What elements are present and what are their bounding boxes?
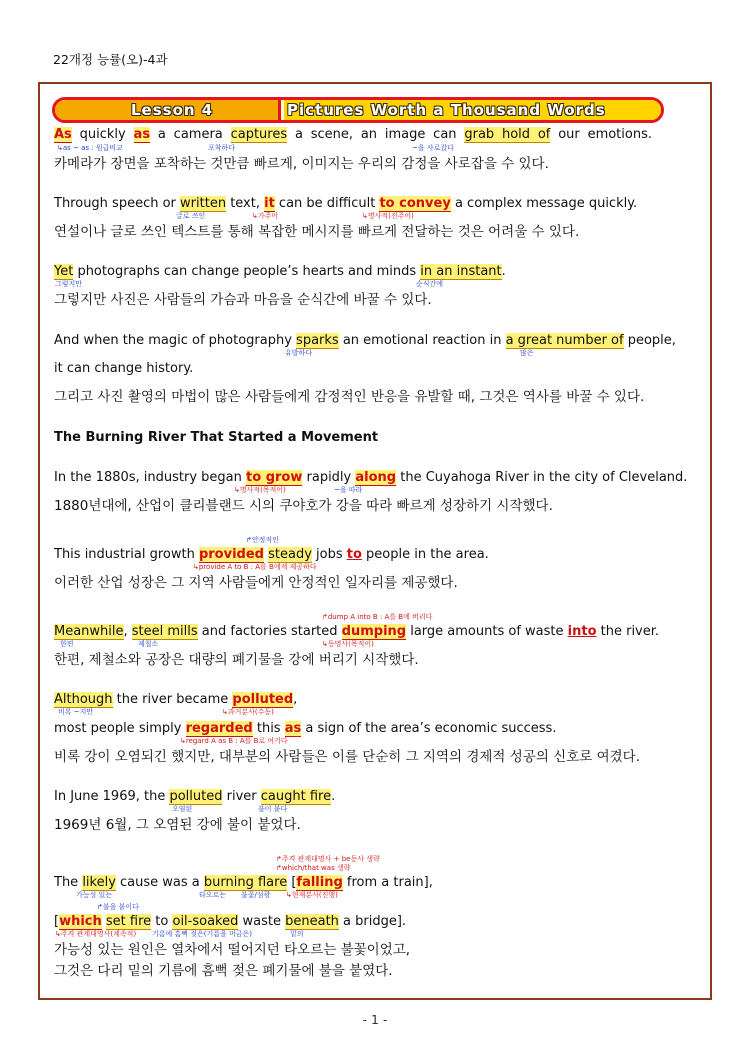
page-number: - 1 - (362, 1012, 388, 1027)
annotation: 유발하다 (285, 349, 313, 357)
annotation: ↱불을 붙이다 (97, 903, 139, 911)
annotation: 타오르는 (199, 891, 227, 899)
annotation: 한편 (60, 640, 74, 648)
p7-english: Meanwhile, steel mills and factories started dumping large amounts of waste into the river. (54, 624, 660, 639)
annotation: ↳주격 관계대명사(계속적) (55, 930, 137, 938)
annotation: 포착하다 (208, 144, 236, 152)
annotation: ↱dump A into B : A를 B에 버리다 (322, 613, 433, 621)
annotation: ↳regard A as B : A를 B로 여기다 (180, 737, 288, 745)
annotation: 가능성 있는 (76, 891, 113, 899)
annotation: ~을 따라 (334, 486, 363, 494)
p2-english: Through speech or written text, it can be difficult to convey a complex message quickly. (54, 196, 638, 211)
annotation: ~을 사로잡다 (412, 144, 454, 152)
p4-english-line2: it can change history. (54, 361, 194, 376)
annotation: 기름에 흠뻑 젖은(기름을 머금은) (152, 930, 253, 938)
annotation: 불꽃/섬광 (241, 891, 271, 899)
p10-english: The likely cause was a burning flare [falling from a train], (54, 875, 433, 890)
p7-korean: 한편, 제철소와 공장은 대량의 폐기물을 강에 버리기 시작했다. (54, 652, 419, 668)
annotation: 순식간에 (416, 280, 444, 288)
p5-korean: 1880년대에, 산업이 클리블랜드 시의 쿠야호가 강을 따라 빠르게 성장하기 시작했다. (54, 498, 553, 514)
p3-english: Yet photographs can change people’s hearts and minds in an instant. (54, 264, 506, 279)
p1-english: As quickly as a camera captures a scene, an image can grab hold of our emotions. (54, 127, 652, 142)
p4-english: And when the magic of photography sparks an emotional reaction in a great number of people, (54, 333, 676, 348)
lesson-label: Lesson 4 (131, 101, 214, 119)
annotation: ↳과거분사(수동) (222, 708, 274, 716)
p10-korean-line2: 그것은 다리 밑의 기름에 흠뻑 젖은 폐기물에 불을 붙였다. (54, 963, 393, 979)
p3-korean: 그렇지만 사진은 사람들의 가슴과 마음을 순식간에 바꿀 수 있다. (54, 292, 432, 308)
annotation: ↳as ~ as : 원급비교 (57, 144, 123, 152)
p6-english: This industrial growth provided steady jobs to people in the area. (54, 547, 489, 562)
annotation: ↳명사적(목적어) (234, 486, 286, 494)
annotation: 오염된 (172, 805, 193, 813)
p9-english: In June 1969, the polluted river caught fire. (54, 789, 336, 804)
annotation: ↱which/that was 생략 (276, 864, 351, 872)
p5-english: In the 1880s, industry began to grow rapidly along the Cuyahoga River in the city of Cleveland. (54, 470, 688, 485)
annotation: ↳provide A to B : A를 B에게 제공하다 (193, 563, 317, 571)
p8-english-line2: most people simply regarded this as a sign of the area’s economic success. (54, 721, 557, 736)
p10-english-line2: [which set fire to oil-soaked waste beneath a bridge]. (54, 914, 407, 929)
annotation: 많은 (520, 349, 534, 357)
annotation: 제철소 (138, 640, 159, 648)
annotation: ↳동명사(목적어) (322, 640, 374, 648)
p2-korean: 연설이나 글로 쓰인 텍스트를 통해 복잡한 메시지를 빠르게 전달하는 것은 어려울 수 있다. (54, 224, 580, 240)
annotation: 글로 쓰인 (176, 212, 206, 220)
p8-korean: 비록 강이 오염되긴 했지만, 대부분의 사람들은 이를 단순히 그 지역의 경제적 성공의 신호로 여겼다. (54, 749, 641, 765)
annotation: 그렇지만 (55, 280, 83, 288)
p9-korean: 1969년 6월, 그 오염된 강에 불이 붙었다. (54, 817, 301, 833)
annotation: ↳현재분사(진행) (286, 891, 338, 899)
document-header: 22개정 능률(오)-4과 (53, 52, 168, 67)
annotation: 불이 붙다 (258, 805, 288, 813)
p1-korean: 카메라가 장면을 포착하는 것만큼 빠르게, 이미지는 우리의 감정을 사로잡을 수 있다. (54, 156, 549, 172)
p8-english: Although the river became polluted, (54, 692, 298, 707)
p6-korean: 이러한 산업 성장은 그 지역 사람들에게 안정적인 일자리를 제공했다. (54, 575, 458, 591)
annotation: 비록 ~지만 (58, 708, 94, 716)
p10-korean: 가능성 있는 원인은 열차에서 떨어지던 타오르는 불꽃이었고, (54, 942, 411, 958)
annotation: ↱주격 관계대명사 + be동사 생략 (276, 855, 380, 863)
annotation: ↳명사적(진주어) (362, 212, 414, 220)
section-subheading: The Burning River That Started a Movement (54, 430, 379, 445)
annotation: ↱안정적인 (246, 536, 279, 544)
lesson-title: Pictures Worth a Thousand Words (287, 101, 606, 119)
annotation: 밑의 (290, 930, 304, 938)
p4-korean: 그리고 사진 촬영의 마법이 많은 사람들에게 감정적인 반응을 유발할 때, 그것은 역사를 바꿀 수 있다. (54, 389, 645, 405)
annotation: ↳가주어 (252, 212, 279, 220)
lesson-banner (52, 97, 664, 123)
